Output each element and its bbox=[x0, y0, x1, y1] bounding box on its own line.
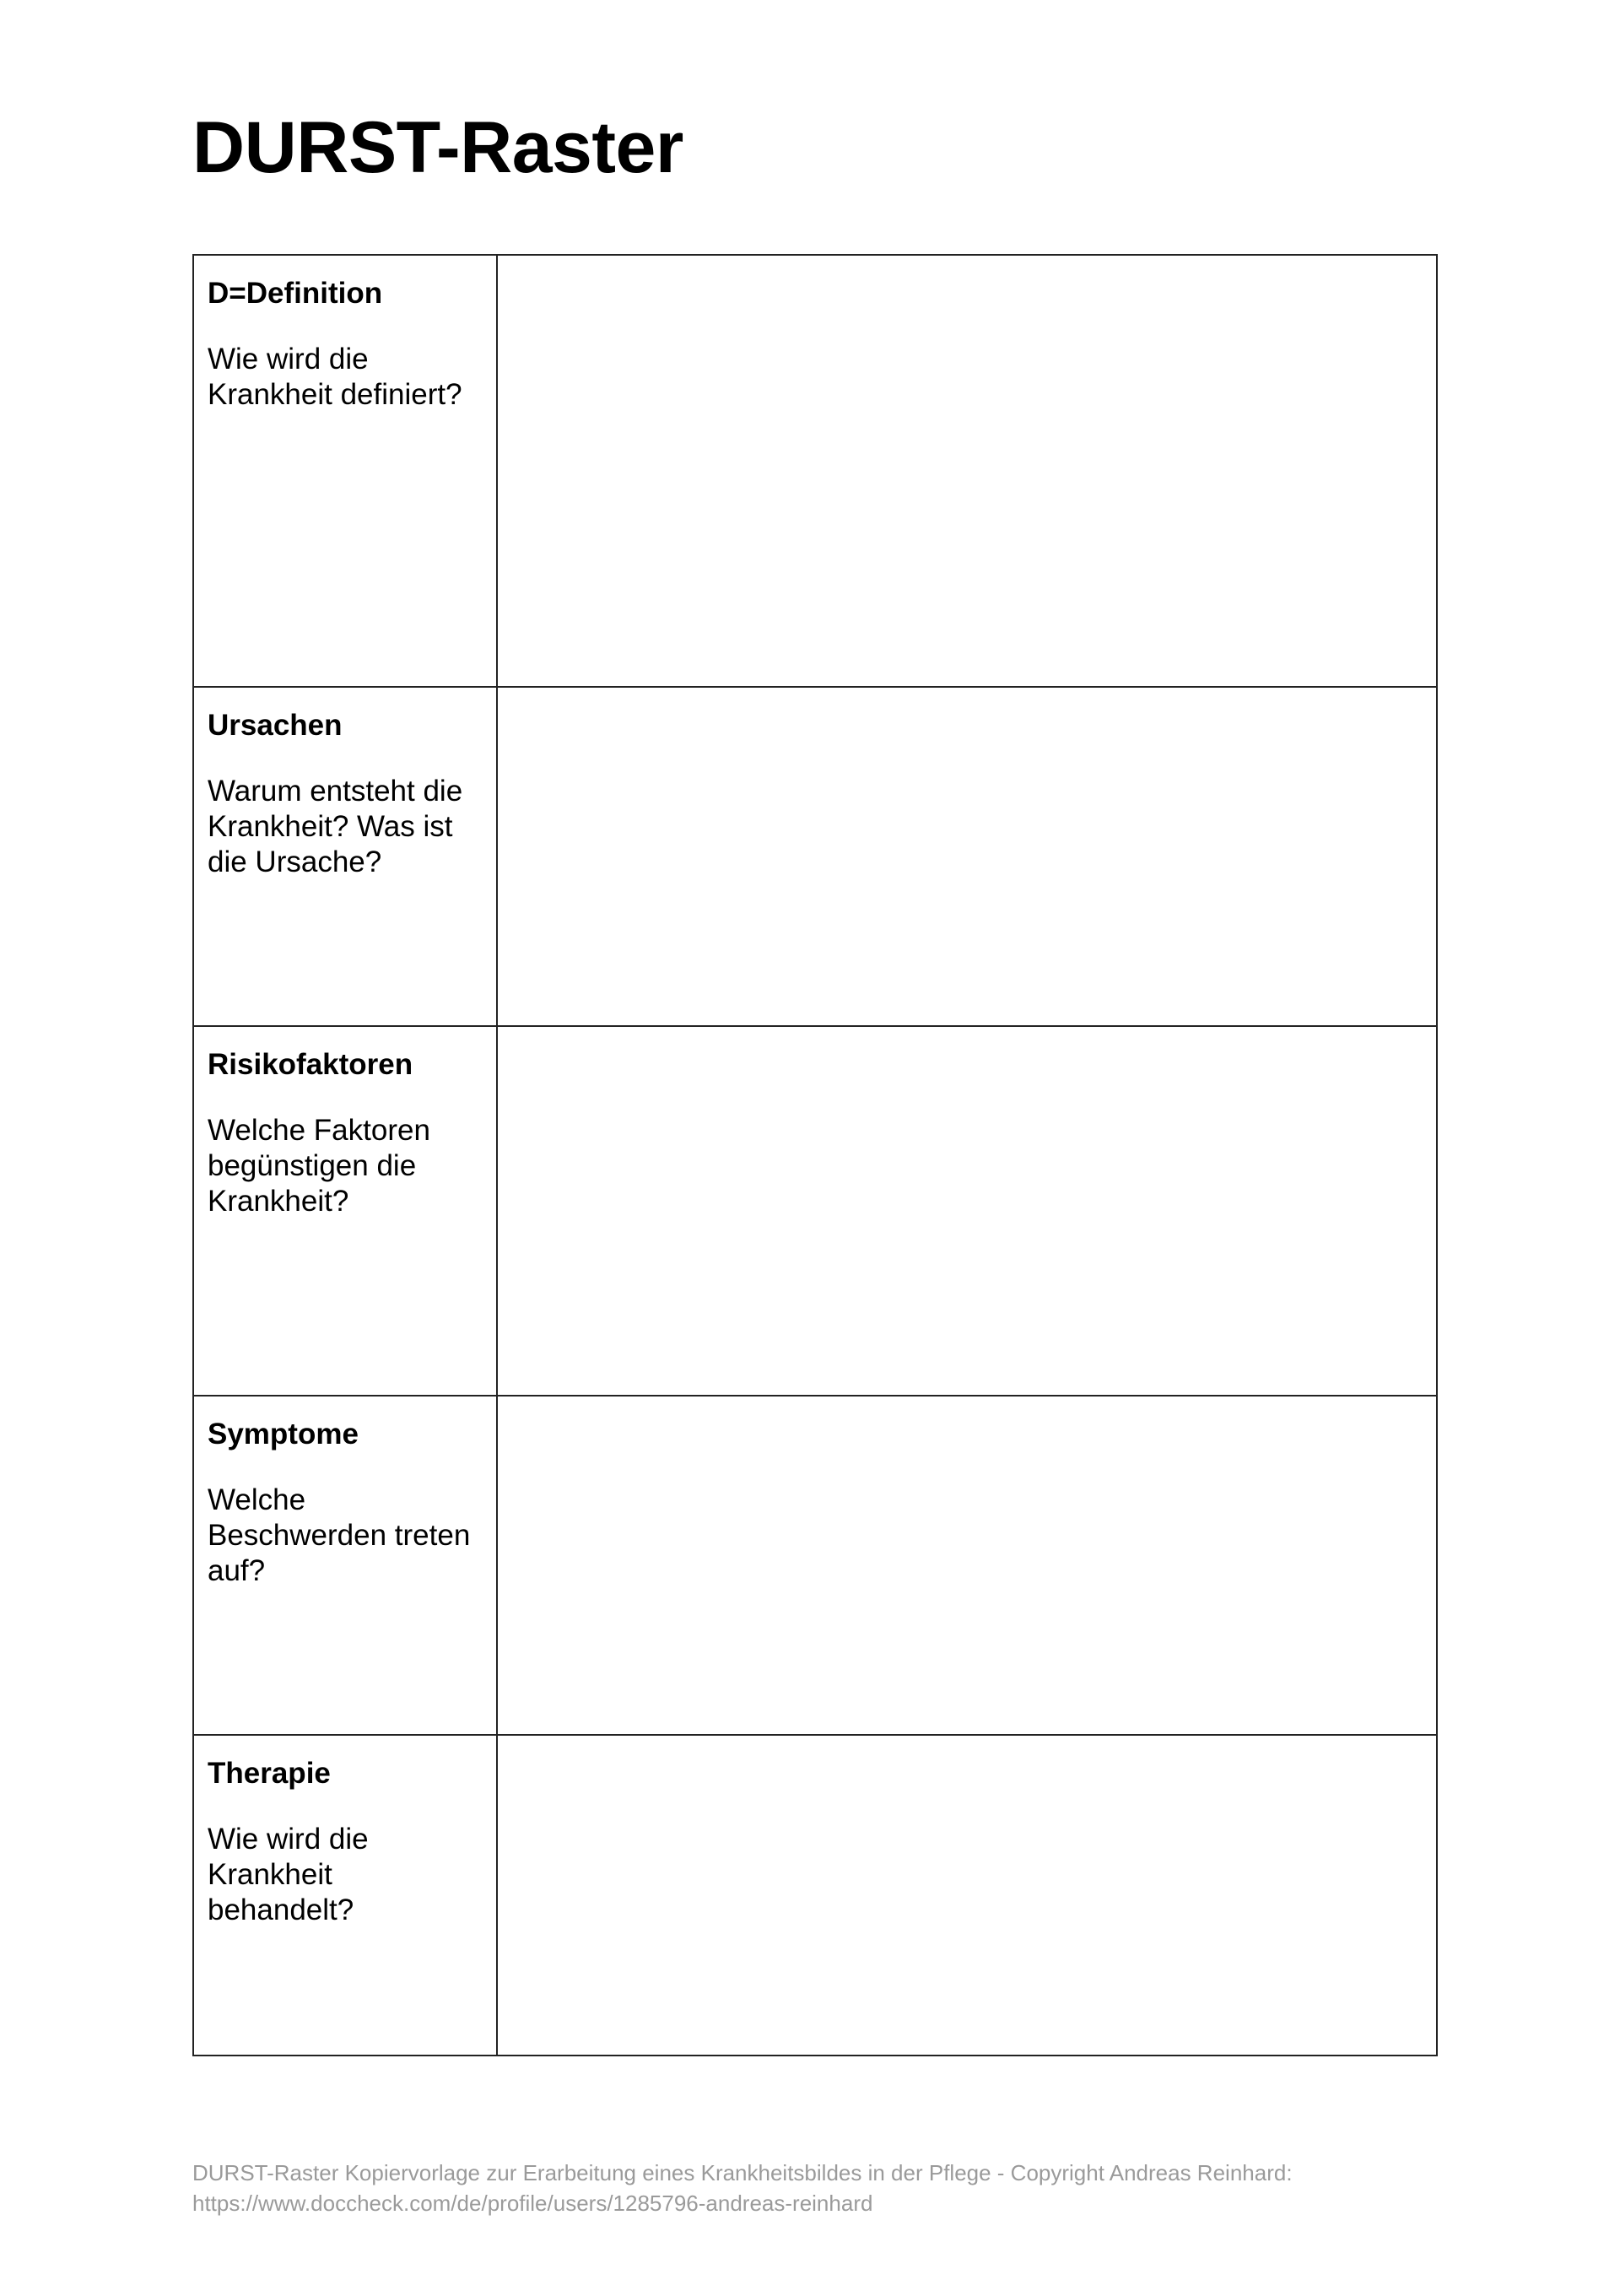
footer-note bbox=[192, 2158, 1458, 2218]
footer-copyright: DURST-Raster Kopiervorlage zur Erarbeitung eines Krankheitsbildes in der Pflege - Copyright Andreas Reinhard: bbox=[192, 2160, 1293, 2185]
row-question-ursachen: Warum entsteht die Krankheit? Was ist die Ursache? bbox=[208, 775, 463, 878]
durst-grid bbox=[192, 254, 1438, 2056]
answer-cell-risikofaktoren[interactable] bbox=[497, 1026, 1437, 1396]
answer-cell-symptome[interactable] bbox=[497, 1396, 1437, 1735]
label-cell-symptome bbox=[193, 1396, 497, 1735]
answer-cell-therapie[interactable] bbox=[497, 1735, 1437, 2056]
footer-profile-link[interactable]: https://www.doccheck.com/de/profile/users/1285796-andreas-reinhard bbox=[192, 2191, 873, 2216]
row-heading-definition: D=Definition bbox=[208, 277, 383, 310]
grid-row-ursachen bbox=[193, 687, 1437, 1026]
row-heading-risikofaktoren: Risikofaktoren bbox=[208, 1048, 413, 1081]
label-cell-definition bbox=[193, 255, 497, 687]
answer-cell-definition[interactable] bbox=[497, 255, 1437, 687]
label-cell-risikofaktoren bbox=[193, 1026, 497, 1396]
row-heading-therapie: Therapie bbox=[208, 1757, 331, 1790]
row-question-risikofaktoren: Welche Faktoren begünstigen die Krankheit? bbox=[208, 1114, 430, 1218]
row-heading-ursachen: Ursachen bbox=[208, 709, 343, 742]
grid-row-therapie bbox=[193, 1735, 1437, 2056]
row-heading-symptome: Symptome bbox=[208, 1418, 359, 1451]
page-title: DURST-Raster bbox=[192, 107, 683, 188]
grid-row-definition bbox=[193, 255, 1437, 687]
answer-cell-ursachen[interactable] bbox=[497, 687, 1437, 1026]
grid-row-risikofaktoren bbox=[193, 1026, 1437, 1396]
grid-row-symptome bbox=[193, 1396, 1437, 1735]
row-question-symptome: Welche Beschwerden treten auf? bbox=[208, 1483, 471, 1587]
row-question-therapie: Wie wird die Krankheit behandelt? bbox=[208, 1823, 369, 1926]
row-question-definition: Wie wird die Krankheit definiert? bbox=[208, 343, 462, 411]
label-cell-therapie bbox=[193, 1735, 497, 2056]
label-cell-ursachen bbox=[193, 687, 497, 1026]
